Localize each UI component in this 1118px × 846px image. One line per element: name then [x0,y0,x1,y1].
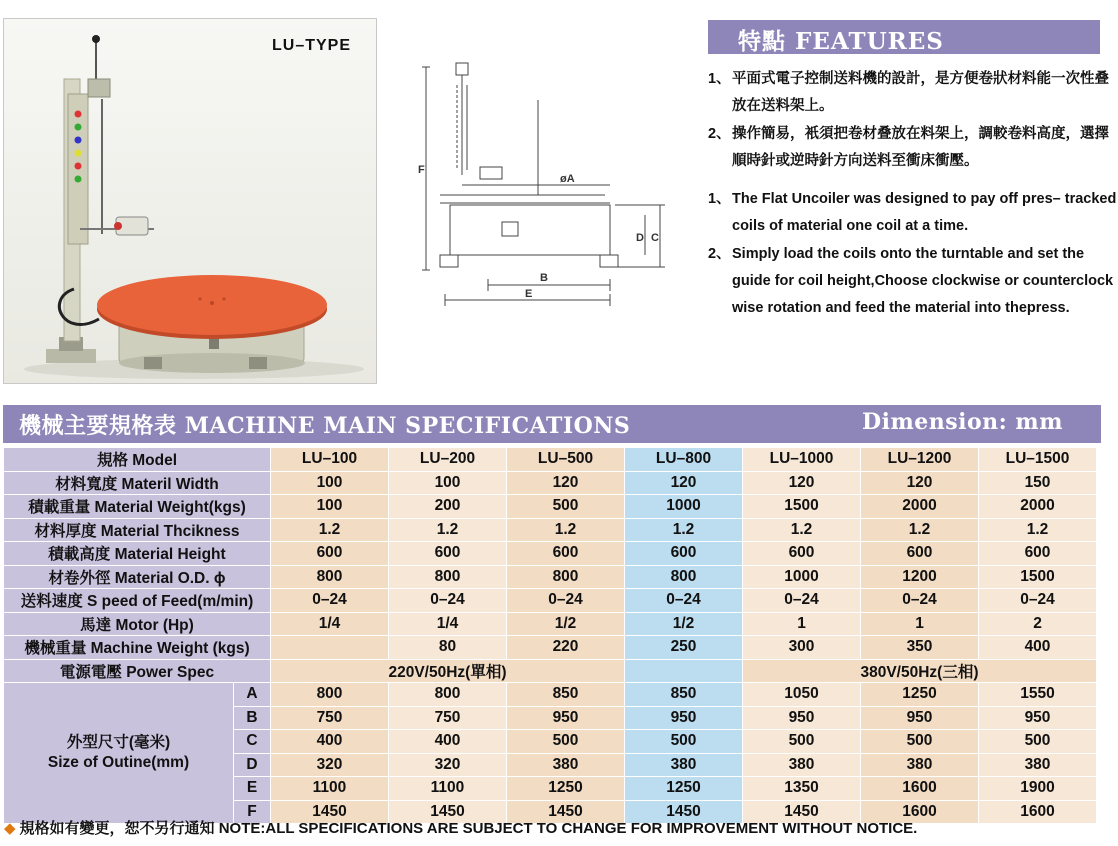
feature-number: 2、 [708,126,731,142]
spec-cell: 380 [743,753,861,777]
dim-label-b: B [540,272,548,284]
power-spec-gap [625,659,743,683]
spec-cell: 600 [389,542,507,566]
table-row [4,495,1097,519]
spec-cell: 380 [861,753,979,777]
feature-text: Simply load the coils onto the turntable and set the guide for coil height,Choose clockwise or counterclock wise rotation and feed the material into thepress. [732,246,1114,316]
spec-cell: 1000 [625,495,743,519]
power-spec-three-phase: 380V/50Hz(三相) [743,659,1097,683]
spec-cell: 600 [507,542,625,566]
spec-cell: 950 [625,706,743,730]
spec-cell: 0–24 [271,589,389,613]
spec-cell: LU–1500 [979,448,1097,472]
spec-cell: 2000 [979,495,1097,519]
spec-cell: 1500 [979,565,1097,589]
type-label: LU–TYPE [272,37,352,54]
spec-cell: 500 [507,730,625,754]
row-label: 材料寬度 Materil Width [4,471,271,495]
table-row [4,565,1097,589]
feature-item [708,66,1118,120]
spec-cell: 300 [743,636,861,660]
spec-cell: 800 [507,565,625,589]
spec-cell: 0–24 [979,589,1097,613]
table-row [4,589,1097,613]
spec-cell: 0–24 [861,589,979,613]
table-row [4,683,1097,707]
spec-cell: 320 [271,753,389,777]
spec-cell: 400 [389,730,507,754]
spec-cell: 500 [861,730,979,754]
spec-cell: 1 [861,612,979,636]
spec-cell: 200 [389,495,507,519]
dimension-key: F [234,800,271,824]
spec-cell: 500 [979,730,1097,754]
spec-cell: 120 [861,471,979,495]
spec-cell: 800 [271,683,389,707]
spec-cell: 120 [507,471,625,495]
spec-cell: 850 [625,683,743,707]
spec-cell: 1600 [861,800,979,824]
dimension-key: A [234,683,271,707]
specs-header [3,405,1101,443]
spec-cell: 1450 [389,800,507,824]
row-label: 積載高度 Material Height [4,542,271,566]
spec-cell: 120 [625,471,743,495]
spec-cell: 500 [743,730,861,754]
dim-label-a: øA [560,173,575,185]
dim-label-c: C [651,232,659,244]
spec-cell: 1000 [743,565,861,589]
spec-cell: 1100 [271,777,389,801]
spec-cell: 1600 [861,777,979,801]
outline-label-cn: 外型尺寸(毫米) [66,734,171,751]
spec-cell: 500 [507,495,625,519]
table-row [4,448,1097,472]
spec-cell: 2000 [861,495,979,519]
spec-cell: 1050 [743,683,861,707]
row-label: 機械重量 Machine Weight (kgs) [4,636,271,660]
specs-dimension-unit: Dimension: mm [862,409,1063,435]
row-label: 材料厚度 Material Thcikness [4,518,271,542]
spec-cell: LU–800 [625,448,743,472]
row-label: 積載重量 Material Weight(kgs) [4,495,271,519]
spec-cell: 320 [389,753,507,777]
features-list [708,66,1118,323]
spec-cell: 1100 [389,777,507,801]
table-row [4,542,1097,566]
table-row [4,636,1097,660]
specs-table [3,447,1097,824]
spec-cell: 1/2 [507,612,625,636]
spec-cell: 950 [861,706,979,730]
power-spec-single-phase: 220V/50Hz(單相) [271,659,625,683]
spec-cell: 0–24 [743,589,861,613]
diamond-icon: ◆ [4,820,16,837]
spec-cell: 100 [389,471,507,495]
spec-cell: 1450 [625,800,743,824]
feature-item [708,121,1118,175]
spec-cell: 1.2 [625,518,743,542]
spec-cell: 1.2 [271,518,389,542]
feature-text: 操作簡易，衹須把卷材叠放在料架上，調較卷料高度，選擇順時針或逆時針方向送料至衝床衝壓。 [732,126,1109,169]
spec-cell: 1250 [861,683,979,707]
feature-item [708,241,1118,322]
row-label: 電源電壓 Power Spec [4,659,271,683]
spec-cell: 600 [979,542,1097,566]
spec-cell: 220 [507,636,625,660]
row-label: 馬達 Motor (Hp) [4,612,271,636]
outline-label-en: Size of Outine(mm) [47,754,190,771]
spec-cell: 1.2 [979,518,1097,542]
spec-cell: 80 [389,636,507,660]
dimension-key: B [234,706,271,730]
spec-cell: 1550 [979,683,1097,707]
table-row [4,518,1097,542]
spec-cell: 0–24 [507,589,625,613]
spec-cell: 150 [979,471,1097,495]
spec-cell: 1/4 [271,612,389,636]
features-title: 特點 FEATURES [738,28,944,55]
spec-cell: 100 [271,495,389,519]
spec-cell: 950 [743,706,861,730]
spec-cell: 100 [271,471,389,495]
table-row [4,659,1097,683]
spec-cell: 800 [389,683,507,707]
spec-cell: 1350 [743,777,861,801]
spec-cell: 950 [507,706,625,730]
dimension-drawing [410,55,680,315]
spec-cell: 1450 [507,800,625,824]
spec-cell: 600 [625,542,743,566]
spec-cell: 1200 [861,565,979,589]
row-label: 規格 Model [4,448,271,472]
feature-number: 1、 [708,191,731,207]
spec-cell: 380 [507,753,625,777]
dim-label-f: F [418,164,425,176]
spec-cell: 380 [625,753,743,777]
dim-label-e: E [525,288,533,300]
spec-cell: 1250 [507,777,625,801]
spec-cell: LU–1000 [743,448,861,472]
spec-cell: 1450 [743,800,861,824]
spec-cell: 0–24 [389,589,507,613]
spec-cell: 600 [271,542,389,566]
spec-cell: 850 [507,683,625,707]
feature-item [708,186,1118,240]
spec-cell: 800 [389,565,507,589]
footer-note [4,817,917,838]
spec-cell: 1.2 [743,518,861,542]
spec-cell: 800 [625,565,743,589]
spec-cell: 600 [743,542,861,566]
spec-cell: 1.2 [507,518,625,542]
spec-cell: 1/4 [389,612,507,636]
spec-cell: 750 [271,706,389,730]
spec-cell: 2 [979,612,1097,636]
specs-title: 機械主要規格表 MACHINE MAIN SPECIFICATIONS [19,413,631,439]
spec-cell: 1.2 [389,518,507,542]
spec-cell: 1600 [979,800,1097,824]
spec-cell: 950 [979,706,1097,730]
spec-cell: LU–200 [389,448,507,472]
dim-label-d: D [636,232,644,244]
spec-cell: 1/2 [625,612,743,636]
feature-text: 平面式電子控制送料機的設計，是方便卷狀材料能一次性叠放在送料架上。 [732,71,1109,114]
table-row [4,612,1097,636]
spec-cell: 400 [979,636,1097,660]
spec-cell: 380 [979,753,1097,777]
outline-size-label [4,683,234,824]
spec-cell: 1900 [979,777,1097,801]
spec-cell: 120 [743,471,861,495]
spec-cell: 0–24 [625,589,743,613]
table-row [4,471,1097,495]
features-header [708,20,1100,54]
row-label: 送料速度 S peed of Feed(m/min) [4,589,271,613]
spec-cell: LU–100 [271,448,389,472]
feature-number: 2、 [708,246,731,262]
spec-cell: 350 [861,636,979,660]
spec-cell: 750 [389,706,507,730]
uncoiler-illustration [4,19,376,383]
feature-number: 1、 [708,71,731,87]
spec-cell: 800 [271,565,389,589]
spec-cell: 1250 [625,777,743,801]
spec-cell: 400 [271,730,389,754]
spec-cell: LU–1200 [861,448,979,472]
spec-cell: 1.2 [861,518,979,542]
row-label: 材卷外徑 Material O.D. ϕ [4,565,271,589]
spec-cell: 1450 [271,800,389,824]
spec-cell: 600 [861,542,979,566]
dimension-key: D [234,753,271,777]
spec-cell: LU–500 [507,448,625,472]
dimension-key: E [234,777,271,801]
product-photo [3,18,377,384]
dimension-key: C [234,730,271,754]
feature-text: The Flat Uncoiler was designed to pay off pres– tracked coils of material one coil at a time. [732,191,1117,234]
spec-cell: 250 [625,636,743,660]
note-text: 規格如有變更，恕不另行通知 NOTE:ALL SPECIFICATIONS ARE SUBJECT TO CHANGE FOR IMPROVEMENT WITHOUT NOTICE. [19,820,918,837]
spec-cell [271,636,389,660]
spec-cell: 500 [625,730,743,754]
spec-cell: 1500 [743,495,861,519]
spec-cell: 1 [743,612,861,636]
